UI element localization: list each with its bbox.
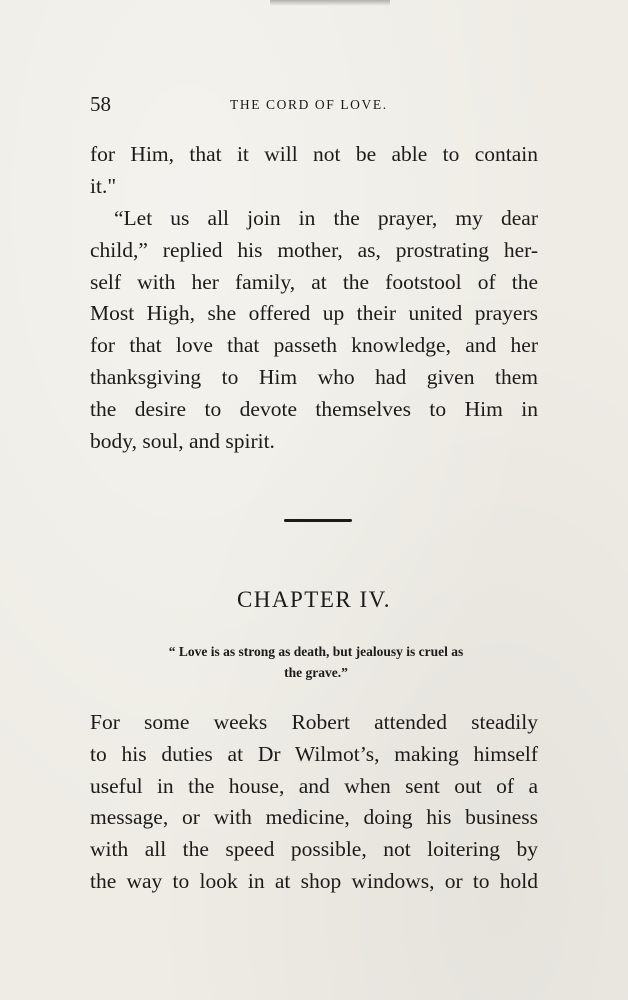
epigraph-line: “ Love is as strong as death, but jealousy is cruel as bbox=[168, 644, 464, 659]
text-line: thanksgiving to Him who had given them bbox=[90, 364, 538, 389]
running-title: THE CORD OF LOVE. bbox=[230, 97, 388, 112]
text-line: useful in the house, and when sent out of a bbox=[90, 773, 538, 798]
text-line: body, soul, and spirit. bbox=[90, 428, 275, 453]
paragraph-chapter-opening bbox=[90, 707, 538, 898]
text-line: self with her family, at the footstool of the bbox=[90, 269, 538, 294]
text-line: to his duties at Dr Wilmot’s, making himself bbox=[90, 741, 538, 766]
paragraph-prayer bbox=[90, 203, 538, 457]
section-divider bbox=[284, 519, 352, 522]
text-line: message, or with medicine, doing his business bbox=[90, 805, 538, 830]
paragraph-continued bbox=[90, 139, 538, 203]
text-line: Most High, she offered up their united prayers bbox=[90, 301, 538, 326]
text-line: with all the speed possible, not loitering by bbox=[90, 837, 538, 862]
text-line: the way to look in at shop windows, or to hold bbox=[90, 868, 538, 893]
text-line: “Let us all join in the prayer, my dear bbox=[114, 206, 538, 230]
text-line: for Him, that it will not be able to contain bbox=[90, 142, 538, 166]
epigraph-line: the grave.” bbox=[284, 665, 348, 680]
text-line: child,” replied his mother, as, prostrating her- bbox=[90, 237, 538, 262]
chapter-title: CHAPTER IV. bbox=[236, 587, 392, 612]
text-line: the desire to devote themselves to Him in bbox=[90, 396, 538, 421]
text-line: for that love that passeth knowledge, and her bbox=[90, 333, 538, 358]
text-line: For some weeks Robert attended steadily bbox=[90, 710, 538, 734]
epigraph bbox=[114, 641, 518, 683]
running-head bbox=[90, 92, 540, 118]
page-number: 58 bbox=[90, 92, 111, 116]
text-line: it." bbox=[90, 173, 117, 198]
top-edge-shadow bbox=[270, 0, 390, 6]
